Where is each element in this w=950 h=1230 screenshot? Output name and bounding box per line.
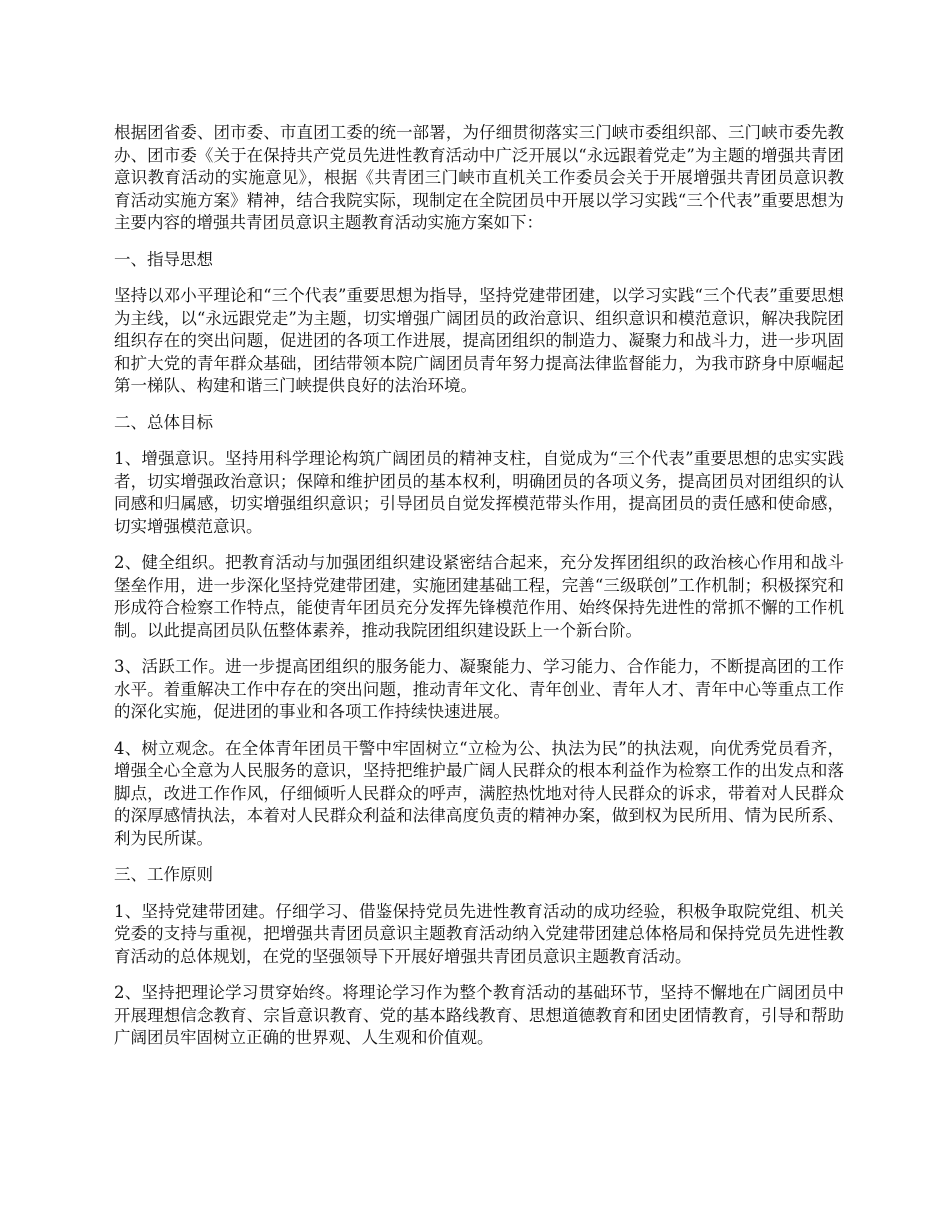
paragraph: 2、坚持把理论学习贯穿始终。将理论学习作为整个教育活动的基础环节，坚持不懈地在广阔团员中开展理想信念教育、宗旨意识教育、党的基本路线教育、思想道德教育和团史团情教育，引导和帮助广阔团员牢固树立正确的世界观、人生观和价值观。 bbox=[114, 983, 844, 1047]
paragraph: 1、增强意识。坚持用科学理论构筑广阔团员的精神支柱，自觉成为“三个代表”重要思想的忠实实践者，切实增强政治意识；保障和维护团员的基本权利，明确团员的各项义务，提高团员对团组织的认同感和归属感，切实增强组织意识；引导团员自觉发挥模范带头作用，提高团员的责任感和使命感，切实增强模范意识。 bbox=[114, 449, 844, 536]
paragraph: 4、树立观念。在全体青年团员干警中牢固树立“立检为公、执法为民”的执法观，向优秀党员看齐，增强全心全意为人民服务的意识，坚持把维护最广阔人民群众的根本利益作为检察工作的出发点和落脚点，改进工作作风，仔细倾听人民群众的呼声，满腔热忱地对待人民群众的诉求，带着对人民群众的深厚感情执法，本着对人民群众利益和法律高度负责的精神办案，做到权为民所用、情为民所系、利为民所谋。 bbox=[114, 738, 844, 848]
section-heading-guiding-ideology: 一、指导思想 bbox=[114, 249, 213, 269]
section-heading-work-principles: 三、工作原则 bbox=[114, 865, 213, 884]
paragraph: 1、坚持党建带团建。仔细学习、借鉴保持党员先进性教育活动的成功经验，积极争取院党组、机关党委的支持与重视，把增强共青团员意识主题教育活动纳入党建带团建总体格局和保持党员先进性教育活动的总体规划，在党的坚强领导下开展好增强共青团员意识主题教育活动。 bbox=[114, 901, 844, 966]
paragraph: 3、活跃工作。进一步提高团组织的服务能力、凝聚能力、学习能力、合作能力，不断提高团的工作水平。着重解决工作中存在的突出问题，推动青年文化、青年创业、青年人才、青年中心等重点工作的深化实施，促进团的事业和各项工作持续快速进展。 bbox=[114, 657, 844, 721]
document-body bbox=[114, 122, 844, 1064]
paragraph: 2、健全组织。把教育活动与加强团组织建设紧密结合起来，充分发挥团组织的政治核心作用和战斗堡垒作用，进一步深化坚持党建带团建，实施团建基础工程，完善“三级联创”工作机制；积极探究和形成符合检察工作特点，能使青年团员充分发挥先锋模范作用、始终保持先进性的常抓不懈的工作机制。以此提高团员队伍整体素养，推动我院团组织建设跃上一个新台阶。 bbox=[114, 553, 844, 640]
paragraph: 坚持以邓小平理论和“三个代表”重要思想为指导，坚持党建带团建，以学习实践“三个代表”重要思想为主线，以“永远跟党走”为主题，切实增强广阔团员的政治意识、组织意识和模范意识，解决我院团组织存在的突出问题，促进团的各项工作进展，提高团组织的制造力、凝聚力和战斗力，进一步巩固和扩大党的青年群众基础，团结带领本院广阔团员青年努力提高法律监督能力，为我市跻身中原崛起第一梯队、构建和谐三门峡提供良好的法治环境。 bbox=[114, 286, 844, 395]
intro-paragraph: 根据团省委、团市委、市直团工委的统一部署，为仔细贯彻落实三门峡市委组织部、三门峡市委先教办、团市委《关于在保持共产党员先进性教育活动中广泛开展以“永远跟着党走”为主题的增强共青团意识教育活动的实施意见》，根据《共青团三门峡市直机关工作委员会关于开展增强共青团员意识教育活动实施方案》精神，结合我院实际，现制定在全院团员中开展以学习实践“三个代表”重要思想为主要内容的增强共青团员意识主题教育活动实施方案如下： bbox=[114, 123, 844, 232]
section-heading-overall-goals: 二、总体目标 bbox=[114, 412, 213, 432]
